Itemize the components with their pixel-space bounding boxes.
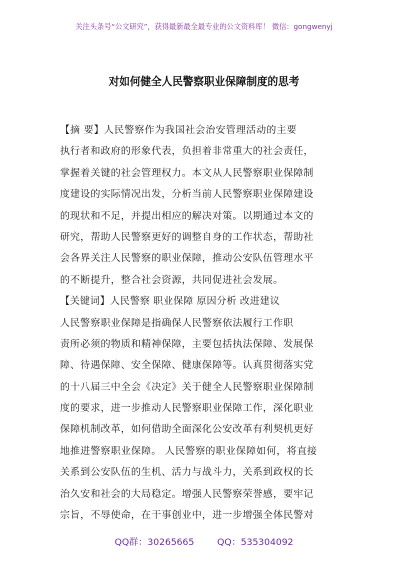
abstract-line: 会各界关注人民警察的职业保障，推动公安队伍管理水平 <box>60 253 314 265</box>
abstract-line: 度建设的实际情况出发，分析当前人民警察职业保障建设 <box>60 189 314 201</box>
abstract-line: 【摘 要】人民警察作为我国社会治安管理活动的主要 <box>60 125 297 136</box>
body-line: 的十八届三中全会《决定》关于健全人民警察职业保障制 <box>60 381 314 393</box>
body-line: 宗旨，不辱使命，在干事创业中，进一步增强全体民警对 <box>60 510 314 522</box>
document-title: 对如何健全人民警察职业保障制度的思考 <box>108 76 300 88</box>
body-line: 人民警察职业保障是指确保人民警察依法履行工作职 <box>60 317 294 329</box>
header-banner: 关注头条号“公文研究”，获得最新最全最专业的公文资料库！ 微信：gongwenyj <box>75 22 333 31</box>
body-line: 保障机制改革，如何借助全面深化公安改革有利契机更好 <box>60 424 314 436</box>
footer-qq: QQ：535304092 <box>217 537 294 548</box>
footer <box>0 534 408 548</box>
body-line: 关系到公安队伍的生机、活力与战斗力，关系到政权的长 <box>60 467 314 479</box>
document-body <box>60 120 352 526</box>
keywords-line: 【关键词】人民警察 职业保障 原因分析 改进建议 <box>60 296 280 308</box>
body-line: 度的要求，进一步推动人民警察职业保障工作，深化职业 <box>60 403 314 415</box>
abstract-line: 的不断提升，整合社会资源，共同促进社会发展。 <box>60 274 284 286</box>
body-line: 地推进警察职业保障。 人民警察的职业保障如何，将直接 <box>60 445 318 457</box>
abstract-line: 的现状和不足，并提出相应的解决对策。以期通过本文的 <box>60 210 314 222</box>
body-line: 障、待遇保障、安全保障、健康保障等。认真贯彻落实党 <box>60 360 314 372</box>
body-line: 治久安和社会的大局稳定。增强人民警察荣誉感，要牢记 <box>60 488 314 500</box>
footer-qq-group: QQ群：30265665 <box>114 537 195 548</box>
body-line: 责所必须的物质和精神保障，主要包括执法保障、发展保 <box>60 338 314 350</box>
abstract-line: 掌握着关键的社会管理权力。本文从人民警察职业保障制 <box>60 167 314 179</box>
abstract-line: 执行者和政府的形象代表，负担着非常重大的社会责任， <box>60 146 314 158</box>
abstract-line: 研究，帮助人民警察更好的调整自身的工作状态，帮助社 <box>60 231 314 243</box>
